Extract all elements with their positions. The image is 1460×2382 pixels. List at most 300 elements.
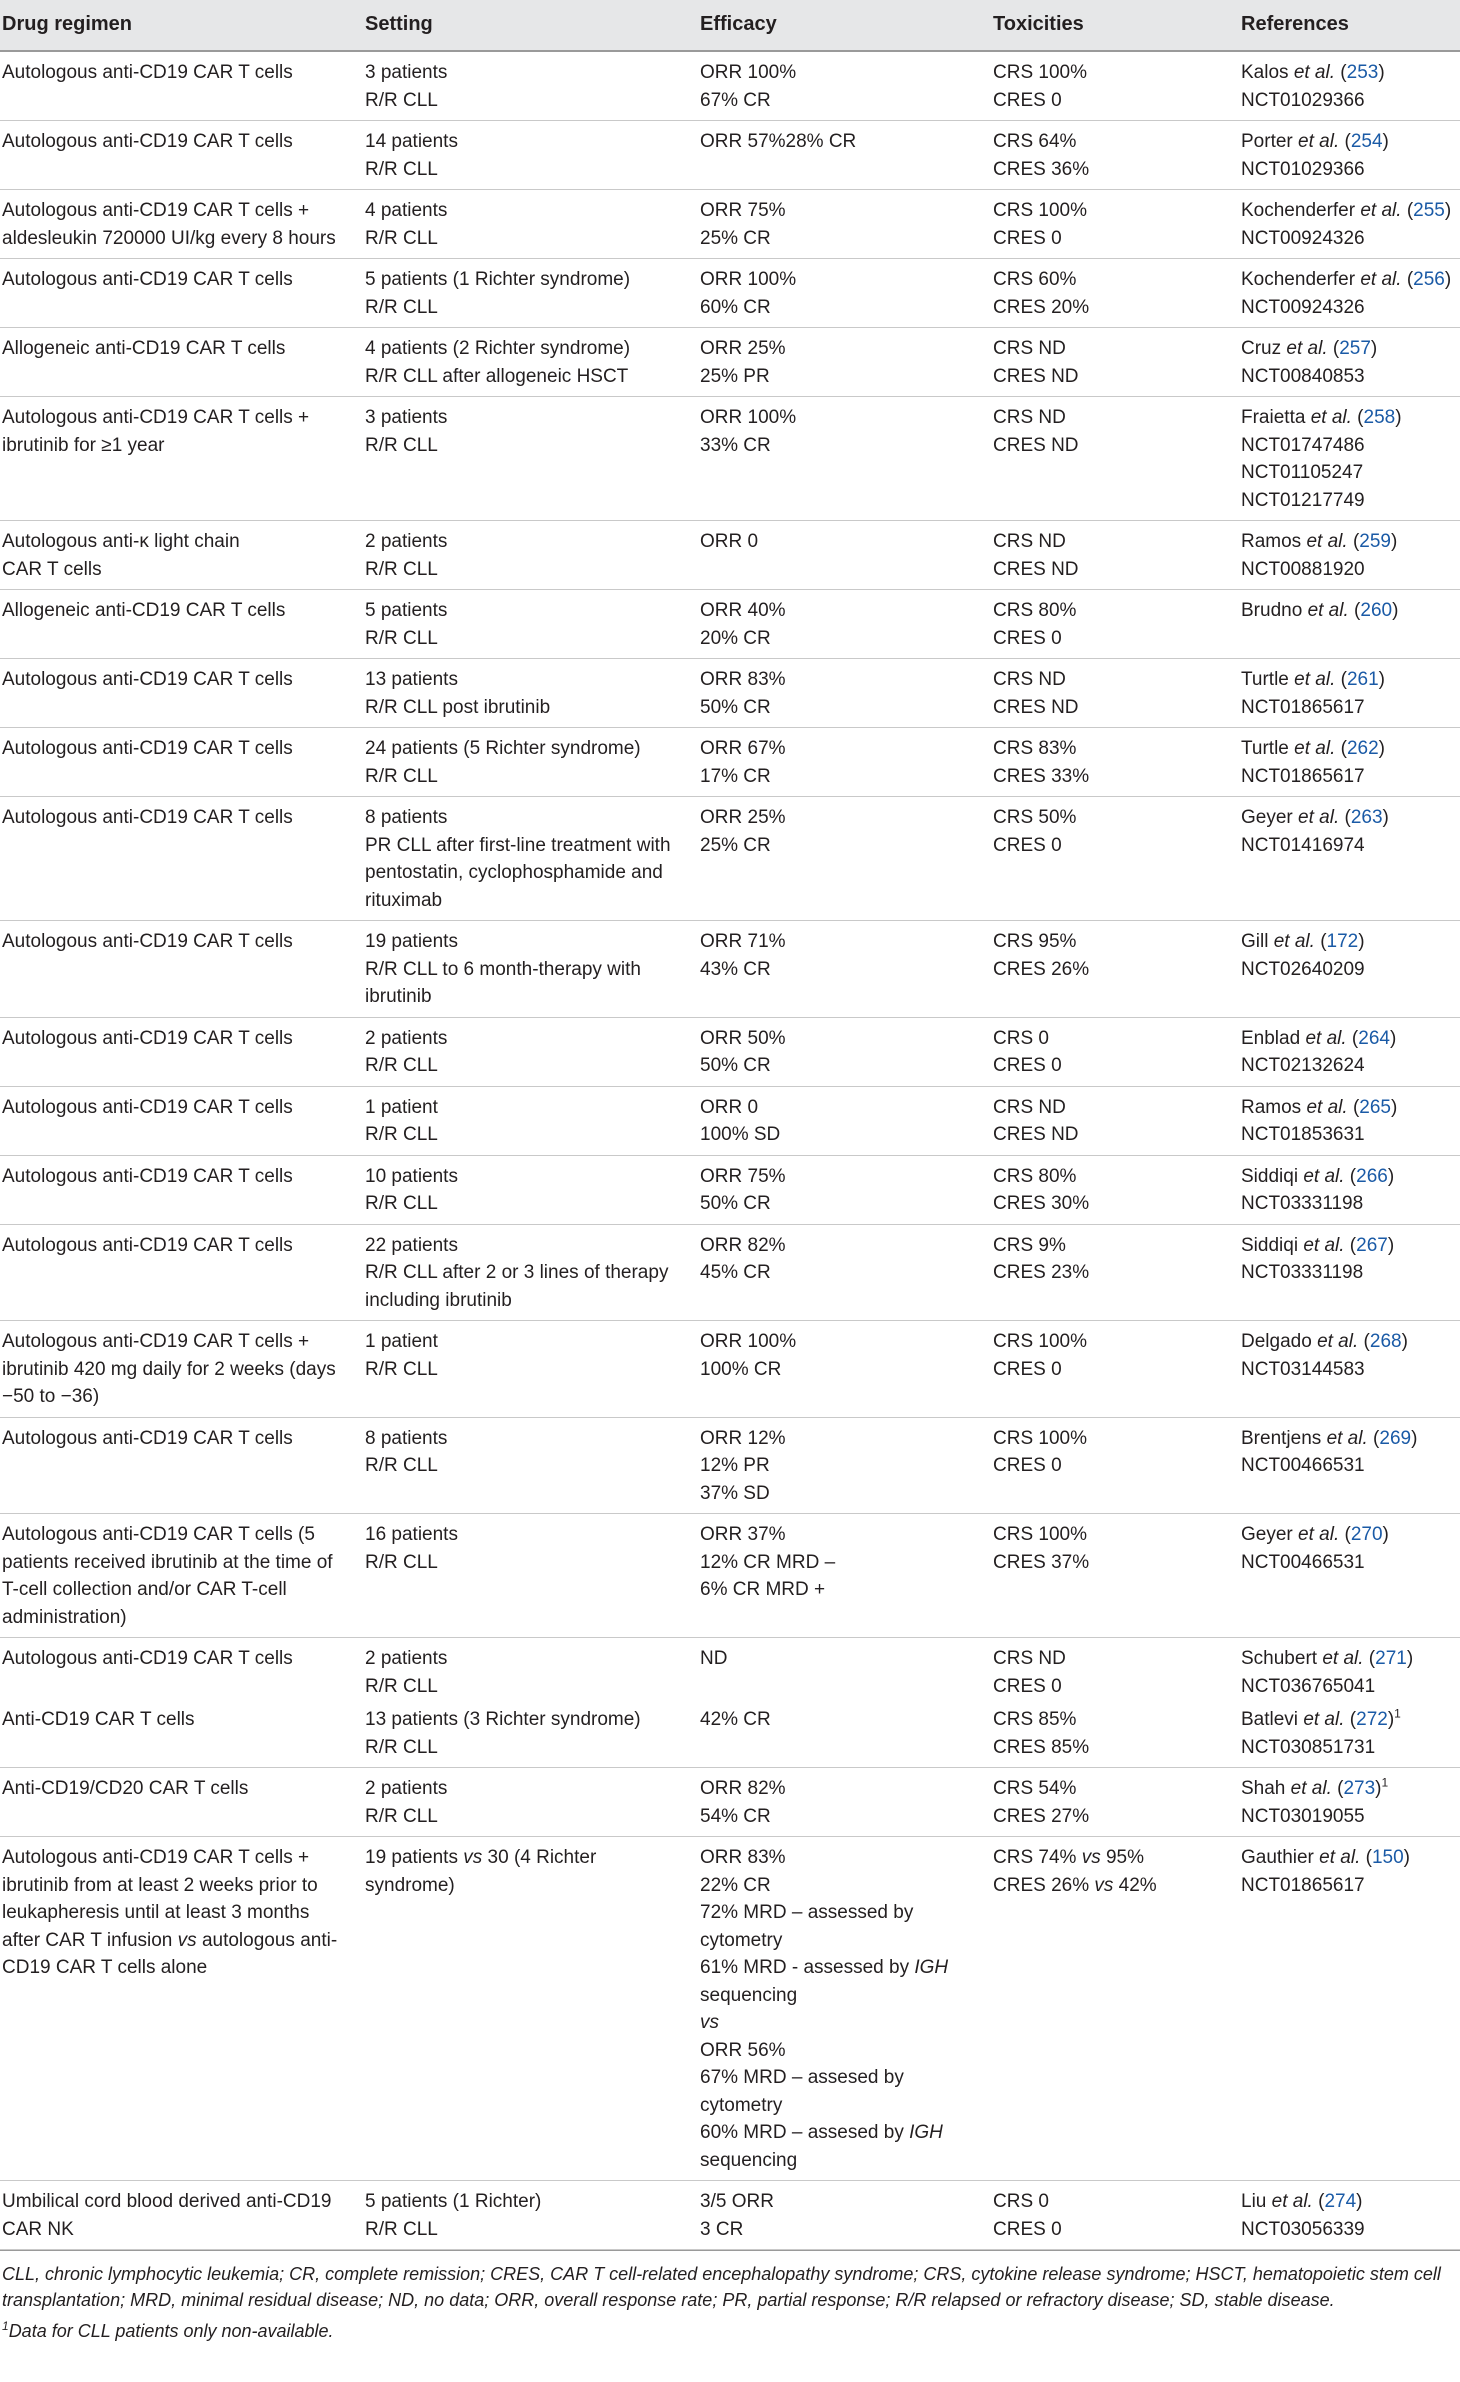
table-row xyxy=(0,259,1460,328)
citation: Liu et al. (274) xyxy=(1241,2191,1363,2212)
cell-toxicities xyxy=(991,2181,1239,2250)
table-row xyxy=(0,1017,1460,1086)
citation-number-link[interactable]: 253 xyxy=(1346,62,1379,83)
toxicities-line: CRS 100% xyxy=(993,200,1087,221)
toxicities-line: CRES 26% vs 42% xyxy=(993,1874,1157,1896)
efficacy-line: ORR 100% xyxy=(700,407,797,428)
trial-id: NCT00466531 xyxy=(1241,1455,1365,1476)
citation: Geyer et al. (263) xyxy=(1241,807,1389,828)
cell-references xyxy=(1239,1155,1460,1224)
trial-id: NCT01416974 xyxy=(1241,834,1365,856)
cell-regimen xyxy=(0,2181,363,2250)
setting-line: 5 patients xyxy=(365,600,448,621)
citation-number-link[interactable]: 262 xyxy=(1346,738,1379,759)
setting-line: R/R CLL xyxy=(365,89,438,111)
efficacy-line: ORR 83% xyxy=(700,669,786,690)
regimen-line: CAR NK xyxy=(2,2218,74,2240)
setting-line: R/R CLL xyxy=(365,2218,438,2240)
toxicities-line: CRS 60% xyxy=(993,269,1077,290)
toxicities-line: CRES 0 xyxy=(993,1675,1062,1697)
citation-number-link[interactable]: 271 xyxy=(1375,1648,1407,1669)
cell-setting xyxy=(363,1514,698,1638)
cell-references xyxy=(1239,1706,1460,1768)
setting-line: 3 patients xyxy=(365,62,448,83)
cell-efficacy xyxy=(698,659,991,728)
citation-author: Schubert xyxy=(1241,1648,1318,1669)
toxicities-line: CRS 80% xyxy=(993,1165,1077,1187)
citation: Delgado et al. (268) xyxy=(1241,1331,1408,1352)
citation-author: Cruz xyxy=(1241,338,1282,359)
cell-references xyxy=(1239,1417,1460,1514)
regimen-line: Autologous anti-CD19 CAR T cells xyxy=(2,62,293,83)
cell-toxicities xyxy=(991,1638,1239,1707)
regimen-line: Autologous anti-CD19 CAR T cells xyxy=(2,269,293,290)
citation-number-link[interactable]: 258 xyxy=(1363,407,1396,428)
cell-toxicities xyxy=(991,1321,1239,1418)
regimen-line: Autologous anti-CD19 CAR T cells xyxy=(2,1165,293,1187)
toxicities-line: CRS 100% xyxy=(993,62,1087,83)
table-body xyxy=(0,51,1460,2250)
citation-number-link[interactable]: 259 xyxy=(1359,531,1391,552)
efficacy-line: ORR 56% xyxy=(700,2039,786,2061)
regimen-line: CD19 CAR T cells alone xyxy=(2,1957,208,1978)
citation-number-link[interactable]: 150 xyxy=(1371,1847,1404,1868)
trial-id: NCT01865617 xyxy=(1241,1874,1365,1896)
setting-line: rituximab xyxy=(365,889,443,911)
cell-toxicities xyxy=(991,1155,1239,1224)
cell-regimen xyxy=(0,1768,363,1837)
citation: Porter et al. (254) xyxy=(1241,131,1389,152)
regimen-line: Autologous anti-CD19 CAR T cells xyxy=(2,738,293,759)
regimen-line: leukapheresis until at least 3 months xyxy=(2,1902,310,1923)
cell-efficacy xyxy=(698,1768,991,1837)
citation-author: Delgado xyxy=(1241,1331,1312,1352)
header-setting: Setting xyxy=(363,0,698,51)
setting-line: 1 patient xyxy=(365,1331,438,1352)
citation-author: Liu xyxy=(1241,2191,1267,2212)
setting-line: 22 patients xyxy=(365,1234,458,1256)
efficacy-line: 25% CR xyxy=(700,834,771,856)
setting-line: R/R CLL xyxy=(365,1358,438,1380)
efficacy-line: 60% CR xyxy=(700,296,771,318)
citation-number-link[interactable]: 264 xyxy=(1358,1027,1390,1049)
table-row xyxy=(0,659,1460,728)
cell-references xyxy=(1239,728,1460,797)
table-row xyxy=(0,190,1460,259)
regimen-line: patients received ibrutinib at the time of xyxy=(2,1551,333,1573)
cell-setting xyxy=(363,1417,698,1514)
table-row xyxy=(0,1155,1460,1224)
citation: Kochenderfer et al. (255) xyxy=(1241,200,1452,221)
setting-line: 24 patients (5 Richter syndrome) xyxy=(365,738,641,759)
efficacy-line: ORR 25% xyxy=(700,338,786,359)
citation-number-link[interactable]: 255 xyxy=(1413,200,1445,221)
cell-toxicities xyxy=(991,521,1239,590)
regimen-line: aldesleukin 720000 UI/kg every 8 hours xyxy=(2,227,336,249)
setting-line: including ibrutinib xyxy=(365,1289,512,1311)
citation-author: Shah xyxy=(1241,1778,1286,1799)
setting-line: R/R CLL after allogeneic HSCT xyxy=(365,365,629,387)
trial-id: NCT01747486 xyxy=(1241,434,1365,456)
regimen-line: Autologous anti-CD19 CAR T cells xyxy=(2,669,293,690)
cell-toxicities xyxy=(991,728,1239,797)
regimen-line: Autologous anti-CD19 CAR T cells + xyxy=(2,1847,310,1868)
efficacy-line: cytometry xyxy=(700,1929,783,1951)
toxicities-line: CRES ND xyxy=(993,434,1079,456)
efficacy-line: 67% MRD – assesed by xyxy=(700,2067,904,2088)
cell-setting xyxy=(363,121,698,190)
footnote xyxy=(0,2250,1460,2344)
setting-line: 19 patients vs 30 (4 Richter xyxy=(365,1847,597,1868)
cell-setting xyxy=(363,190,698,259)
citation-author: Turtle xyxy=(1241,738,1289,759)
regimen-line: Umbilical cord blood derived anti-CD19 xyxy=(2,2191,332,2212)
cell-regimen xyxy=(0,397,363,521)
cell-references xyxy=(1239,328,1460,397)
cell-regimen xyxy=(0,521,363,590)
table-row xyxy=(0,921,1460,1018)
cell-efficacy xyxy=(698,590,991,659)
setting-line: 16 patients xyxy=(365,1524,458,1545)
setting-line: R/R CLL xyxy=(365,296,438,318)
regimen-line: Autologous anti-CD19 CAR T cells xyxy=(2,1027,293,1049)
citation-author: Turtle xyxy=(1241,669,1289,690)
cell-toxicities xyxy=(991,328,1239,397)
setting-line: 2 patients xyxy=(365,1648,448,1669)
citation-number-link[interactable]: 268 xyxy=(1369,1331,1402,1352)
setting-line: 14 patients xyxy=(365,131,458,152)
citation-number-link[interactable]: 265 xyxy=(1359,1096,1391,1118)
efficacy-line: ORR 71% xyxy=(700,931,786,952)
efficacy-line: ORR 100% xyxy=(700,62,797,83)
regimen-line: Autologous anti-CD19 CAR T cells xyxy=(2,1427,293,1449)
citation: Enblad et al. (264) xyxy=(1241,1027,1397,1049)
cell-regimen xyxy=(0,328,363,397)
footnote-note: Data for CLL patients only non-available. xyxy=(8,2321,334,2341)
citation-number-link[interactable]: 261 xyxy=(1346,669,1379,690)
cell-efficacy xyxy=(698,797,991,921)
regimen-line: Autologous anti-CD19 CAR T cells xyxy=(2,931,293,952)
cell-setting xyxy=(363,797,698,921)
trial-id: NCT01865617 xyxy=(1241,696,1365,718)
table-row xyxy=(0,1086,1460,1155)
toxicities-line: CRES ND xyxy=(993,365,1079,387)
efficacy-line: 37% SD xyxy=(700,1482,770,1504)
cell-regimen xyxy=(0,1155,363,1224)
citation-number-link[interactable]: 266 xyxy=(1356,1165,1388,1187)
toxicities-line: CRES 85% xyxy=(993,1736,1090,1758)
citation-number-link[interactable]: 272 xyxy=(1356,1709,1388,1730)
citation: Turtle et al. (262) xyxy=(1241,738,1385,759)
cell-toxicities xyxy=(991,1706,1239,1768)
citation-number-link[interactable]: 260 xyxy=(1360,600,1393,621)
cell-efficacy xyxy=(698,259,991,328)
citation-number-link[interactable]: 269 xyxy=(1379,1427,1412,1449)
citation-number-link[interactable]: 256 xyxy=(1413,269,1445,290)
regimen-line: −50 to −36) xyxy=(2,1386,100,1407)
regimen-line: Autologous anti-κ light chain xyxy=(2,531,240,552)
cell-references xyxy=(1239,190,1460,259)
cell-references xyxy=(1239,1224,1460,1321)
regimen-line: Allogeneic anti-CD19 CAR T cells xyxy=(2,600,286,621)
toxicities-line: CRS ND xyxy=(993,338,1066,359)
toxicities-line: CRES 33% xyxy=(993,765,1090,787)
cell-toxicities xyxy=(991,397,1239,521)
cell-references xyxy=(1239,521,1460,590)
efficacy-line: 20% CR xyxy=(700,627,771,649)
citation: Fraietta et al. (258) xyxy=(1241,407,1402,428)
cell-toxicities xyxy=(991,1086,1239,1155)
cell-setting xyxy=(363,328,698,397)
efficacy-line: ORR 67% xyxy=(700,738,786,759)
efficacy-line: 3/5 ORR xyxy=(700,2191,774,2212)
cell-references xyxy=(1239,1017,1460,1086)
efficacy-line: 45% CR xyxy=(700,1262,771,1283)
setting-line: R/R CLL post ibrutinib xyxy=(365,696,551,718)
trial-id: NCT01105247 xyxy=(1241,462,1364,483)
citation-number-link[interactable]: 274 xyxy=(1324,2191,1357,2212)
setting-line: 8 patients xyxy=(365,807,448,828)
setting-line: 4 patients (2 Richter syndrome) xyxy=(365,338,631,359)
cell-efficacy xyxy=(698,1638,991,1707)
regimen-line: Autologous anti-CD19 CAR T cells xyxy=(2,1648,293,1669)
cell-regimen xyxy=(0,590,363,659)
regimen-line: Autologous anti-CD19 CAR T cells xyxy=(2,1234,293,1256)
efficacy-line: 54% CR xyxy=(700,1805,771,1827)
toxicities-line: CRES 0 xyxy=(993,2218,1062,2240)
toxicities-line: CRES ND xyxy=(993,696,1079,718)
toxicities-line: CRES 0 xyxy=(993,227,1062,249)
regimen-line: Autologous anti-CD19 CAR T cells (5 xyxy=(2,1524,315,1545)
setting-line: R/R CLL xyxy=(365,1736,438,1758)
regimen-line: Autologous anti-CD19 CAR T cells + xyxy=(2,1331,310,1352)
citation: Turtle et al. (261) xyxy=(1241,669,1385,690)
efficacy-line: 43% CR xyxy=(700,958,771,980)
citation: Cruz et al. (257) xyxy=(1241,338,1378,359)
cell-efficacy xyxy=(698,190,991,259)
citation-author: Geyer xyxy=(1241,1524,1293,1545)
footnote-ref: 1 xyxy=(1394,1706,1401,1721)
citation-author: Brudno xyxy=(1241,600,1303,621)
table-row xyxy=(0,1638,1460,1707)
table-row xyxy=(0,728,1460,797)
cell-efficacy xyxy=(698,1417,991,1514)
trial-id: NCT01029366 xyxy=(1241,89,1365,111)
toxicities-line: CRES 37% xyxy=(993,1551,1090,1573)
cell-regimen xyxy=(0,921,363,1018)
cell-efficacy xyxy=(698,51,991,121)
table-row xyxy=(0,1417,1460,1514)
cell-toxicities xyxy=(991,1768,1239,1837)
regimen-line: ibrutinib from at least 2 weeks prior to xyxy=(2,1874,318,1896)
citation: Siddiqi et al. (266) xyxy=(1241,1165,1395,1187)
trial-id: NCT01029366 xyxy=(1241,158,1365,180)
regimen-line: Anti-CD19 CAR T cells xyxy=(2,1709,195,1730)
efficacy-line: 12% CR MRD – xyxy=(700,1551,836,1573)
citation-author: Siddiqi xyxy=(1241,1165,1299,1187)
toxicities-line: CRES 27% xyxy=(993,1805,1090,1827)
cell-regimen xyxy=(0,659,363,728)
citation-number-link[interactable]: 257 xyxy=(1339,338,1371,359)
toxicities-line: CRS ND xyxy=(993,1096,1066,1118)
trial-id: NCT00881920 xyxy=(1241,558,1365,580)
cell-references xyxy=(1239,921,1460,1018)
citation: Shah et al. $(273)^1$ xyxy=(1241,1775,1389,1799)
citation: Ramos et al. (259) xyxy=(1241,531,1398,552)
citation-author: Kochenderfer xyxy=(1241,200,1356,221)
cell-regimen xyxy=(0,728,363,797)
toxicities-line: CRS ND xyxy=(993,531,1066,552)
toxicities-line: CRES 20% xyxy=(993,296,1090,318)
setting-line: 3 patients xyxy=(365,407,448,428)
toxicities-line: CRES 0 xyxy=(993,627,1062,649)
cell-efficacy xyxy=(698,728,991,797)
efficacy-line: 67% CR xyxy=(700,89,771,111)
cell-setting xyxy=(363,1706,698,1768)
efficacy-line: ND xyxy=(700,1648,728,1669)
efficacy-line: 50% CR xyxy=(700,1055,771,1076)
toxicities-line: CRS 64% xyxy=(993,131,1077,152)
table-row xyxy=(0,797,1460,921)
citation-number-link[interactable]: 172 xyxy=(1326,931,1359,952)
cell-regimen xyxy=(0,190,363,259)
cell-references xyxy=(1239,590,1460,659)
trial-id: NCT01853631 xyxy=(1241,1124,1365,1145)
footnote-ref: 1 xyxy=(1381,1775,1389,1790)
citation-number-link[interactable]: 254 xyxy=(1350,131,1383,152)
setting-line: 13 patients xyxy=(365,669,458,690)
trial-id: NCT03056339 xyxy=(1241,2218,1365,2240)
setting-line: R/R CLL xyxy=(365,1455,438,1476)
cell-toxicities xyxy=(991,921,1239,1018)
efficacy-line: 12% PR xyxy=(700,1455,770,1476)
cell-efficacy xyxy=(698,921,991,1018)
cell-toxicities xyxy=(991,121,1239,190)
citation: Siddiqi et al. (267) xyxy=(1241,1234,1395,1256)
cell-setting xyxy=(363,728,698,797)
toxicities-line: CRES 0 xyxy=(993,89,1062,111)
setting-line: R/R CLL xyxy=(365,1805,438,1827)
efficacy-line: ORR 50% xyxy=(700,1027,786,1049)
setting-line: 2 patients xyxy=(365,1778,448,1799)
table-row xyxy=(0,521,1460,590)
citation: Kalos et al. (253) xyxy=(1241,62,1385,83)
cell-regimen xyxy=(0,1837,363,2181)
cell-toxicities xyxy=(991,659,1239,728)
cell-efficacy xyxy=(698,1706,991,1768)
cell-setting xyxy=(363,259,698,328)
citation: Schubert et al. (271) xyxy=(1241,1648,1414,1669)
cell-references xyxy=(1239,1768,1460,1837)
citation-number-link[interactable]: 263 xyxy=(1350,807,1383,828)
toxicities-line: CRS 74% vs 95% xyxy=(993,1847,1145,1868)
efficacy-line: 42% CR xyxy=(700,1709,771,1730)
toxicities-line: CRES ND xyxy=(993,558,1079,580)
cell-references xyxy=(1239,1086,1460,1155)
toxicities-line: CRS 54% xyxy=(993,1778,1077,1799)
table-row xyxy=(0,1837,1460,2181)
toxicities-line: CRES 0 xyxy=(993,1455,1062,1476)
cell-efficacy xyxy=(698,121,991,190)
setting-line: PR CLL after first-line treatment with xyxy=(365,834,671,856)
table-row xyxy=(0,328,1460,397)
efficacy-line: cytometry xyxy=(700,2094,783,2116)
table-row xyxy=(0,397,1460,521)
cell-regimen xyxy=(0,1086,363,1155)
citation-author: Enblad xyxy=(1241,1027,1301,1049)
setting-line: R/R CLL xyxy=(365,1675,438,1697)
cell-toxicities xyxy=(991,1837,1239,2181)
regimen-line: after CAR T infusion vs autologous anti- xyxy=(2,1929,338,1951)
efficacy-line: 17% CR xyxy=(700,765,771,787)
setting-line: 1 patient xyxy=(365,1096,438,1118)
toxicities-line: CRS ND xyxy=(993,669,1066,690)
cell-regimen xyxy=(0,1017,363,1086)
toxicities-line: CRES 0 xyxy=(993,1358,1062,1380)
cell-efficacy xyxy=(698,521,991,590)
efficacy-line: ORR 83% xyxy=(700,1847,786,1868)
cell-setting xyxy=(363,1224,698,1321)
cell-regimen xyxy=(0,1706,363,1768)
efficacy-line: ORR 57%28% CR xyxy=(700,131,857,152)
cell-toxicities xyxy=(991,797,1239,921)
regimen-line: Allogeneic anti-CD19 CAR T cells xyxy=(2,338,286,359)
efficacy-line: 25% CR xyxy=(700,227,771,249)
toxicities-line: CRES 36% xyxy=(993,158,1090,180)
citation-number-link[interactable]: 270 xyxy=(1350,1524,1383,1545)
setting-line: 2 patients xyxy=(365,1027,448,1049)
efficacy-line: 33% CR xyxy=(700,434,771,456)
setting-line: 19 patients xyxy=(365,931,458,952)
setting-line: 13 patients (3 Richter syndrome) xyxy=(365,1709,641,1730)
efficacy-line: ORR 0 xyxy=(700,1096,759,1118)
trial-id: NCT01217749 xyxy=(1241,489,1365,511)
header-row xyxy=(0,0,1460,51)
header-efficacy: Efficacy xyxy=(698,0,991,51)
citation: Geyer et al. (270) xyxy=(1241,1524,1389,1545)
cell-references xyxy=(1239,1638,1460,1707)
cell-setting xyxy=(363,1638,698,1707)
regimen-line: ibrutinib 420 mg daily for 2 weeks (days xyxy=(2,1358,336,1380)
setting-line: R/R CLL xyxy=(365,1055,438,1076)
cell-efficacy xyxy=(698,2181,991,2250)
citation-number-link[interactable]: 273 xyxy=(1343,1778,1376,1799)
cell-regimen xyxy=(0,1514,363,1638)
toxicities-line: CRS 83% xyxy=(993,738,1077,759)
citation-author: Batlevi xyxy=(1241,1709,1299,1730)
efficacy-line: ORR 75% xyxy=(700,1165,786,1187)
cell-efficacy xyxy=(698,1017,991,1086)
toxicities-line: CRES 0 xyxy=(993,834,1062,856)
cell-regimen xyxy=(0,1321,363,1418)
table-row xyxy=(0,121,1460,190)
citation-author: Gauthier xyxy=(1241,1847,1314,1868)
table-row xyxy=(0,1706,1460,1768)
citation: Gill et al. (172) xyxy=(1241,931,1365,952)
citation-author: Porter xyxy=(1241,131,1293,152)
cell-toxicities xyxy=(991,1514,1239,1638)
cell-efficacy xyxy=(698,397,991,521)
cell-regimen xyxy=(0,797,363,921)
citation-author: Kalos xyxy=(1241,62,1289,83)
setting-line: R/R CLL xyxy=(365,434,438,456)
cell-references xyxy=(1239,2181,1460,2250)
setting-line: 4 patients xyxy=(365,200,448,221)
efficacy-line: 6% CR MRD + xyxy=(700,1579,826,1600)
citation-number-link[interactable]: 267 xyxy=(1356,1234,1388,1256)
citation: Kochenderfer et al. (256) xyxy=(1241,269,1452,290)
citation: Batlevi et al. $(272)^1$ xyxy=(1241,1706,1401,1730)
